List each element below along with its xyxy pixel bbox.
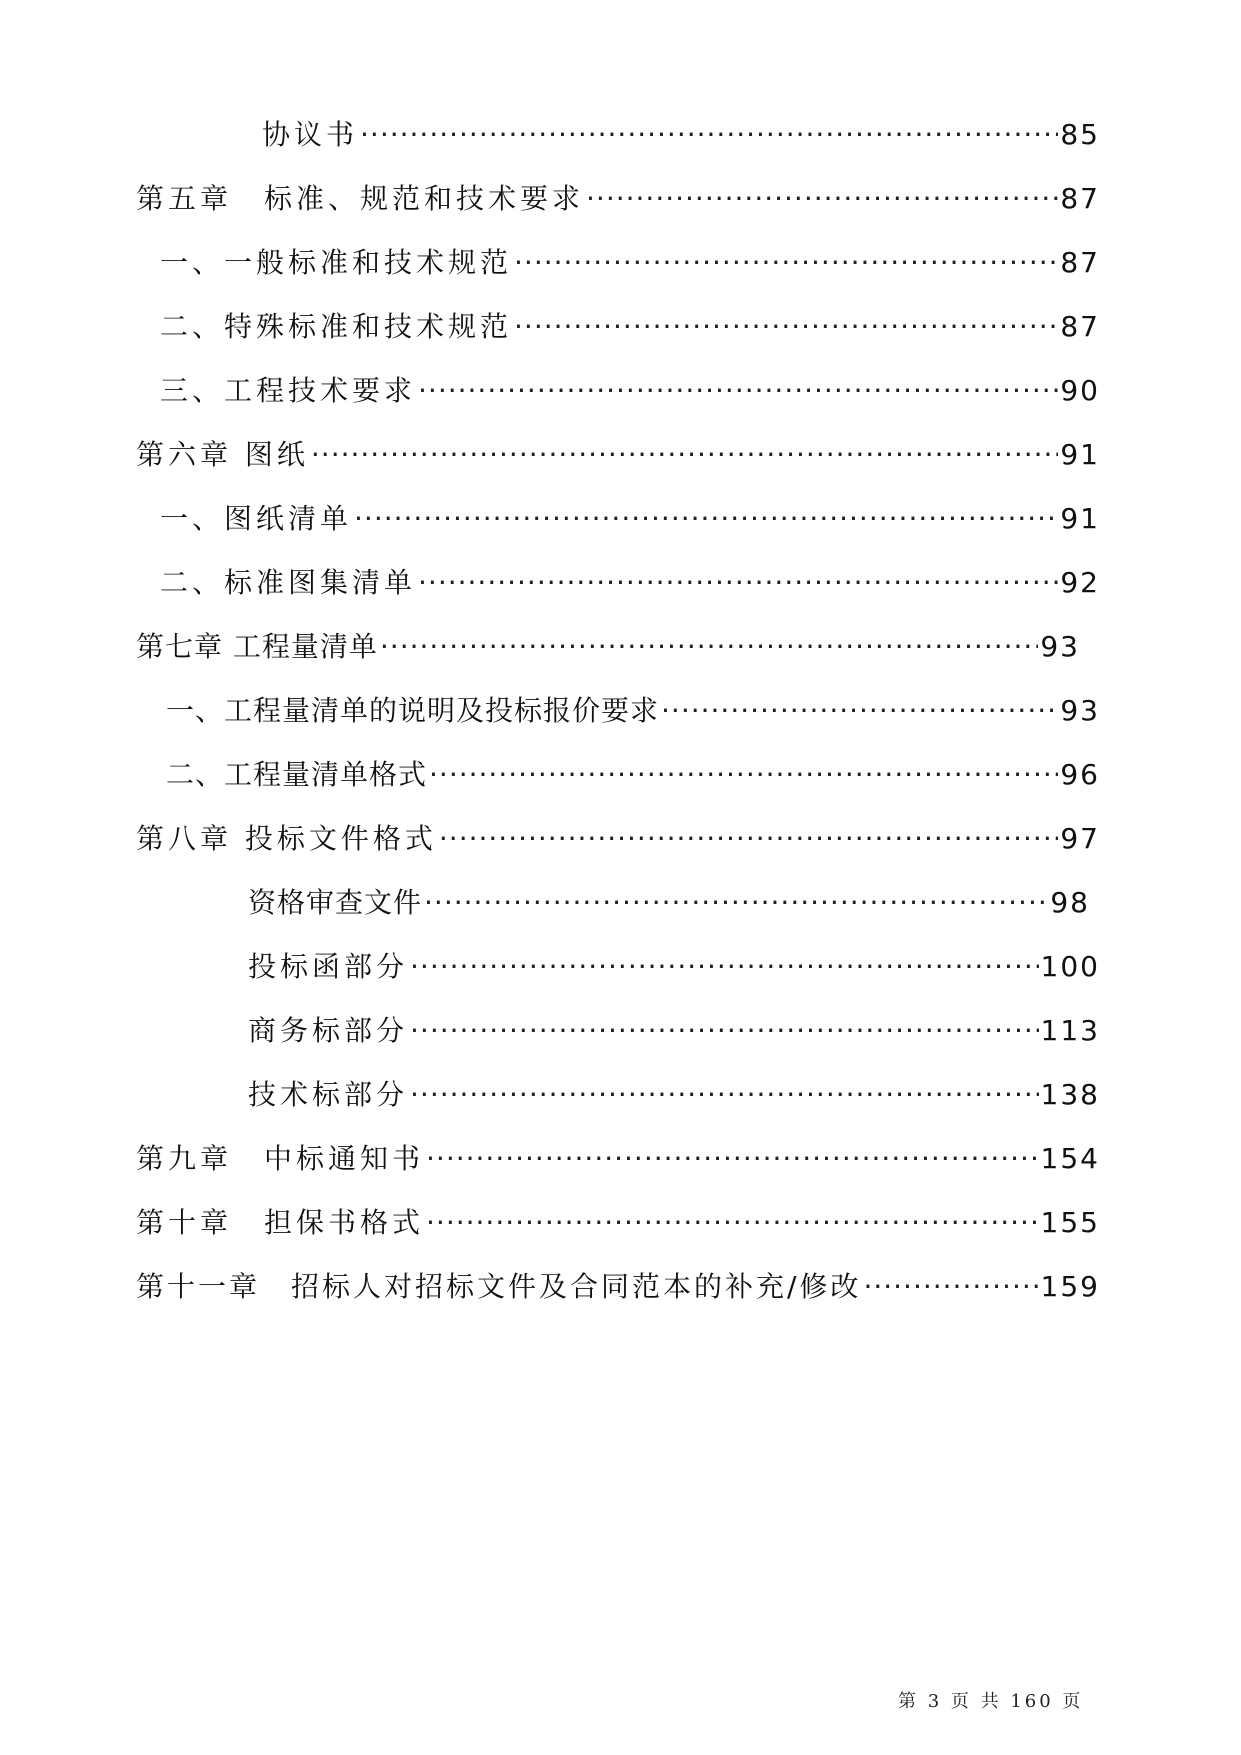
- toc-entry-title: 协议书: [262, 118, 359, 151]
- toc-entry-page: 159: [1040, 1270, 1100, 1303]
- toc-entry-page: 85: [1060, 118, 1100, 151]
- toc-entry-7-1[interactable]: [166, 689, 1100, 733]
- toc-entry-page: 92: [1060, 566, 1100, 599]
- toc-entry-title: 二、标准图集清单: [160, 566, 417, 599]
- toc-entry-7-2[interactable]: [166, 753, 1100, 797]
- toc-entry-title: 一、图纸清单: [160, 502, 353, 535]
- toc-entry-page: 93: [1040, 630, 1080, 663]
- toc-entry-page: 138: [1040, 1078, 1100, 1111]
- toc-entry-page: 87: [1060, 246, 1100, 279]
- dot-leader: [439, 822, 1058, 855]
- toc-entry-5-2[interactable]: [160, 305, 1100, 349]
- toc-entry-title: 第六章 图纸: [136, 438, 309, 471]
- dot-leader: [429, 758, 1058, 791]
- toc-entry-title: 资格审查文件: [248, 886, 423, 919]
- toc-entry-page: 100: [1040, 950, 1100, 983]
- toc-entry-title: 三、工程技术要求: [160, 374, 417, 407]
- toc-entry-chapter-8[interactable]: [136, 817, 1100, 861]
- dot-leader: [410, 950, 1039, 983]
- toc-entry-8-commercial[interactable]: [248, 1009, 1100, 1053]
- dot-leader: [311, 438, 1058, 471]
- toc-entry-title: 一、工程量清单的说明及投标报价要求: [166, 694, 660, 727]
- toc-entry-page: 87: [1060, 310, 1100, 343]
- toc-entry-page: 96: [1060, 758, 1100, 791]
- toc-entry-title: 第九章 中标通知书: [136, 1142, 425, 1175]
- dot-leader: [354, 502, 1058, 535]
- toc-entry-6-1[interactable]: [160, 497, 1100, 541]
- toc-entry-chapter-7[interactable]: [136, 625, 1080, 669]
- toc-entry-page: 87: [1060, 182, 1100, 215]
- toc-entry-page: 90: [1060, 374, 1100, 407]
- toc-entry-chapter-5[interactable]: [136, 177, 1100, 221]
- dot-leader: [418, 374, 1058, 407]
- toc-entry-title: 技术标部分: [248, 1078, 409, 1111]
- toc-entry-agreement[interactable]: [262, 113, 1100, 157]
- toc-entry-title: 投标函部分: [248, 950, 409, 983]
- page-footer: 第 3 页 共 160 页: [898, 1691, 1084, 1712]
- toc-entry-title: 一、一般标准和技术规范: [160, 246, 513, 279]
- toc-entry-page: 155: [1040, 1206, 1100, 1239]
- toc-entry-chapter-6[interactable]: [136, 433, 1100, 477]
- toc-entry-title: 第十一章 招标人对招标文件及合同范本的补充/修改: [136, 1270, 862, 1303]
- toc-entry-page: 91: [1060, 502, 1100, 535]
- toc-entry-title: 二、特殊标准和技术规范: [160, 310, 513, 343]
- toc-entry-title: 第十章 担保书格式: [136, 1206, 425, 1239]
- toc-entry-6-2[interactable]: [160, 561, 1100, 605]
- dot-leader: [514, 246, 1058, 279]
- toc-entry-title: 第七章 工程量清单: [136, 630, 378, 663]
- dot-leader: [426, 1206, 1039, 1239]
- toc-entry-title: 二、工程量清单格式: [166, 758, 428, 791]
- toc-entry-title: 第五章 标准、规范和技术要求: [136, 182, 585, 215]
- dot-leader: [418, 566, 1058, 599]
- toc-entry-chapter-9[interactable]: [136, 1137, 1100, 1181]
- toc-entry-page: 154: [1040, 1142, 1100, 1175]
- toc-entry-page: 97: [1060, 822, 1100, 855]
- dot-leader: [380, 630, 1038, 663]
- dot-leader: [424, 886, 1048, 919]
- toc-entry-page: 98: [1050, 886, 1090, 919]
- toc-entry-page: 91: [1060, 438, 1100, 471]
- dot-leader: [426, 1142, 1039, 1175]
- toc-entry-chapter-11[interactable]: [136, 1265, 1100, 1309]
- toc-entry-8-qualification[interactable]: [248, 881, 1090, 925]
- dot-leader: [410, 1014, 1039, 1047]
- toc-entry-5-1[interactable]: [160, 241, 1100, 285]
- dot-leader: [514, 310, 1058, 343]
- toc-entry-page: 93: [1060, 694, 1100, 727]
- dot-leader: [863, 1270, 1038, 1303]
- dot-leader: [661, 694, 1058, 727]
- toc-entry-chapter-10[interactable]: [136, 1201, 1100, 1245]
- toc-entry-8-technical[interactable]: [248, 1073, 1100, 1117]
- toc-entry-title: 商务标部分: [248, 1014, 409, 1047]
- dot-leader: [360, 118, 1058, 151]
- toc-entry-5-3[interactable]: [160, 369, 1100, 413]
- toc-entry-page: 113: [1040, 1014, 1100, 1047]
- dot-leader: [410, 1078, 1039, 1111]
- dot-leader: [586, 182, 1058, 215]
- toc-entry-8-bid-letter[interactable]: [248, 945, 1100, 989]
- toc-entry-title: 第八章 投标文件格式: [136, 822, 437, 855]
